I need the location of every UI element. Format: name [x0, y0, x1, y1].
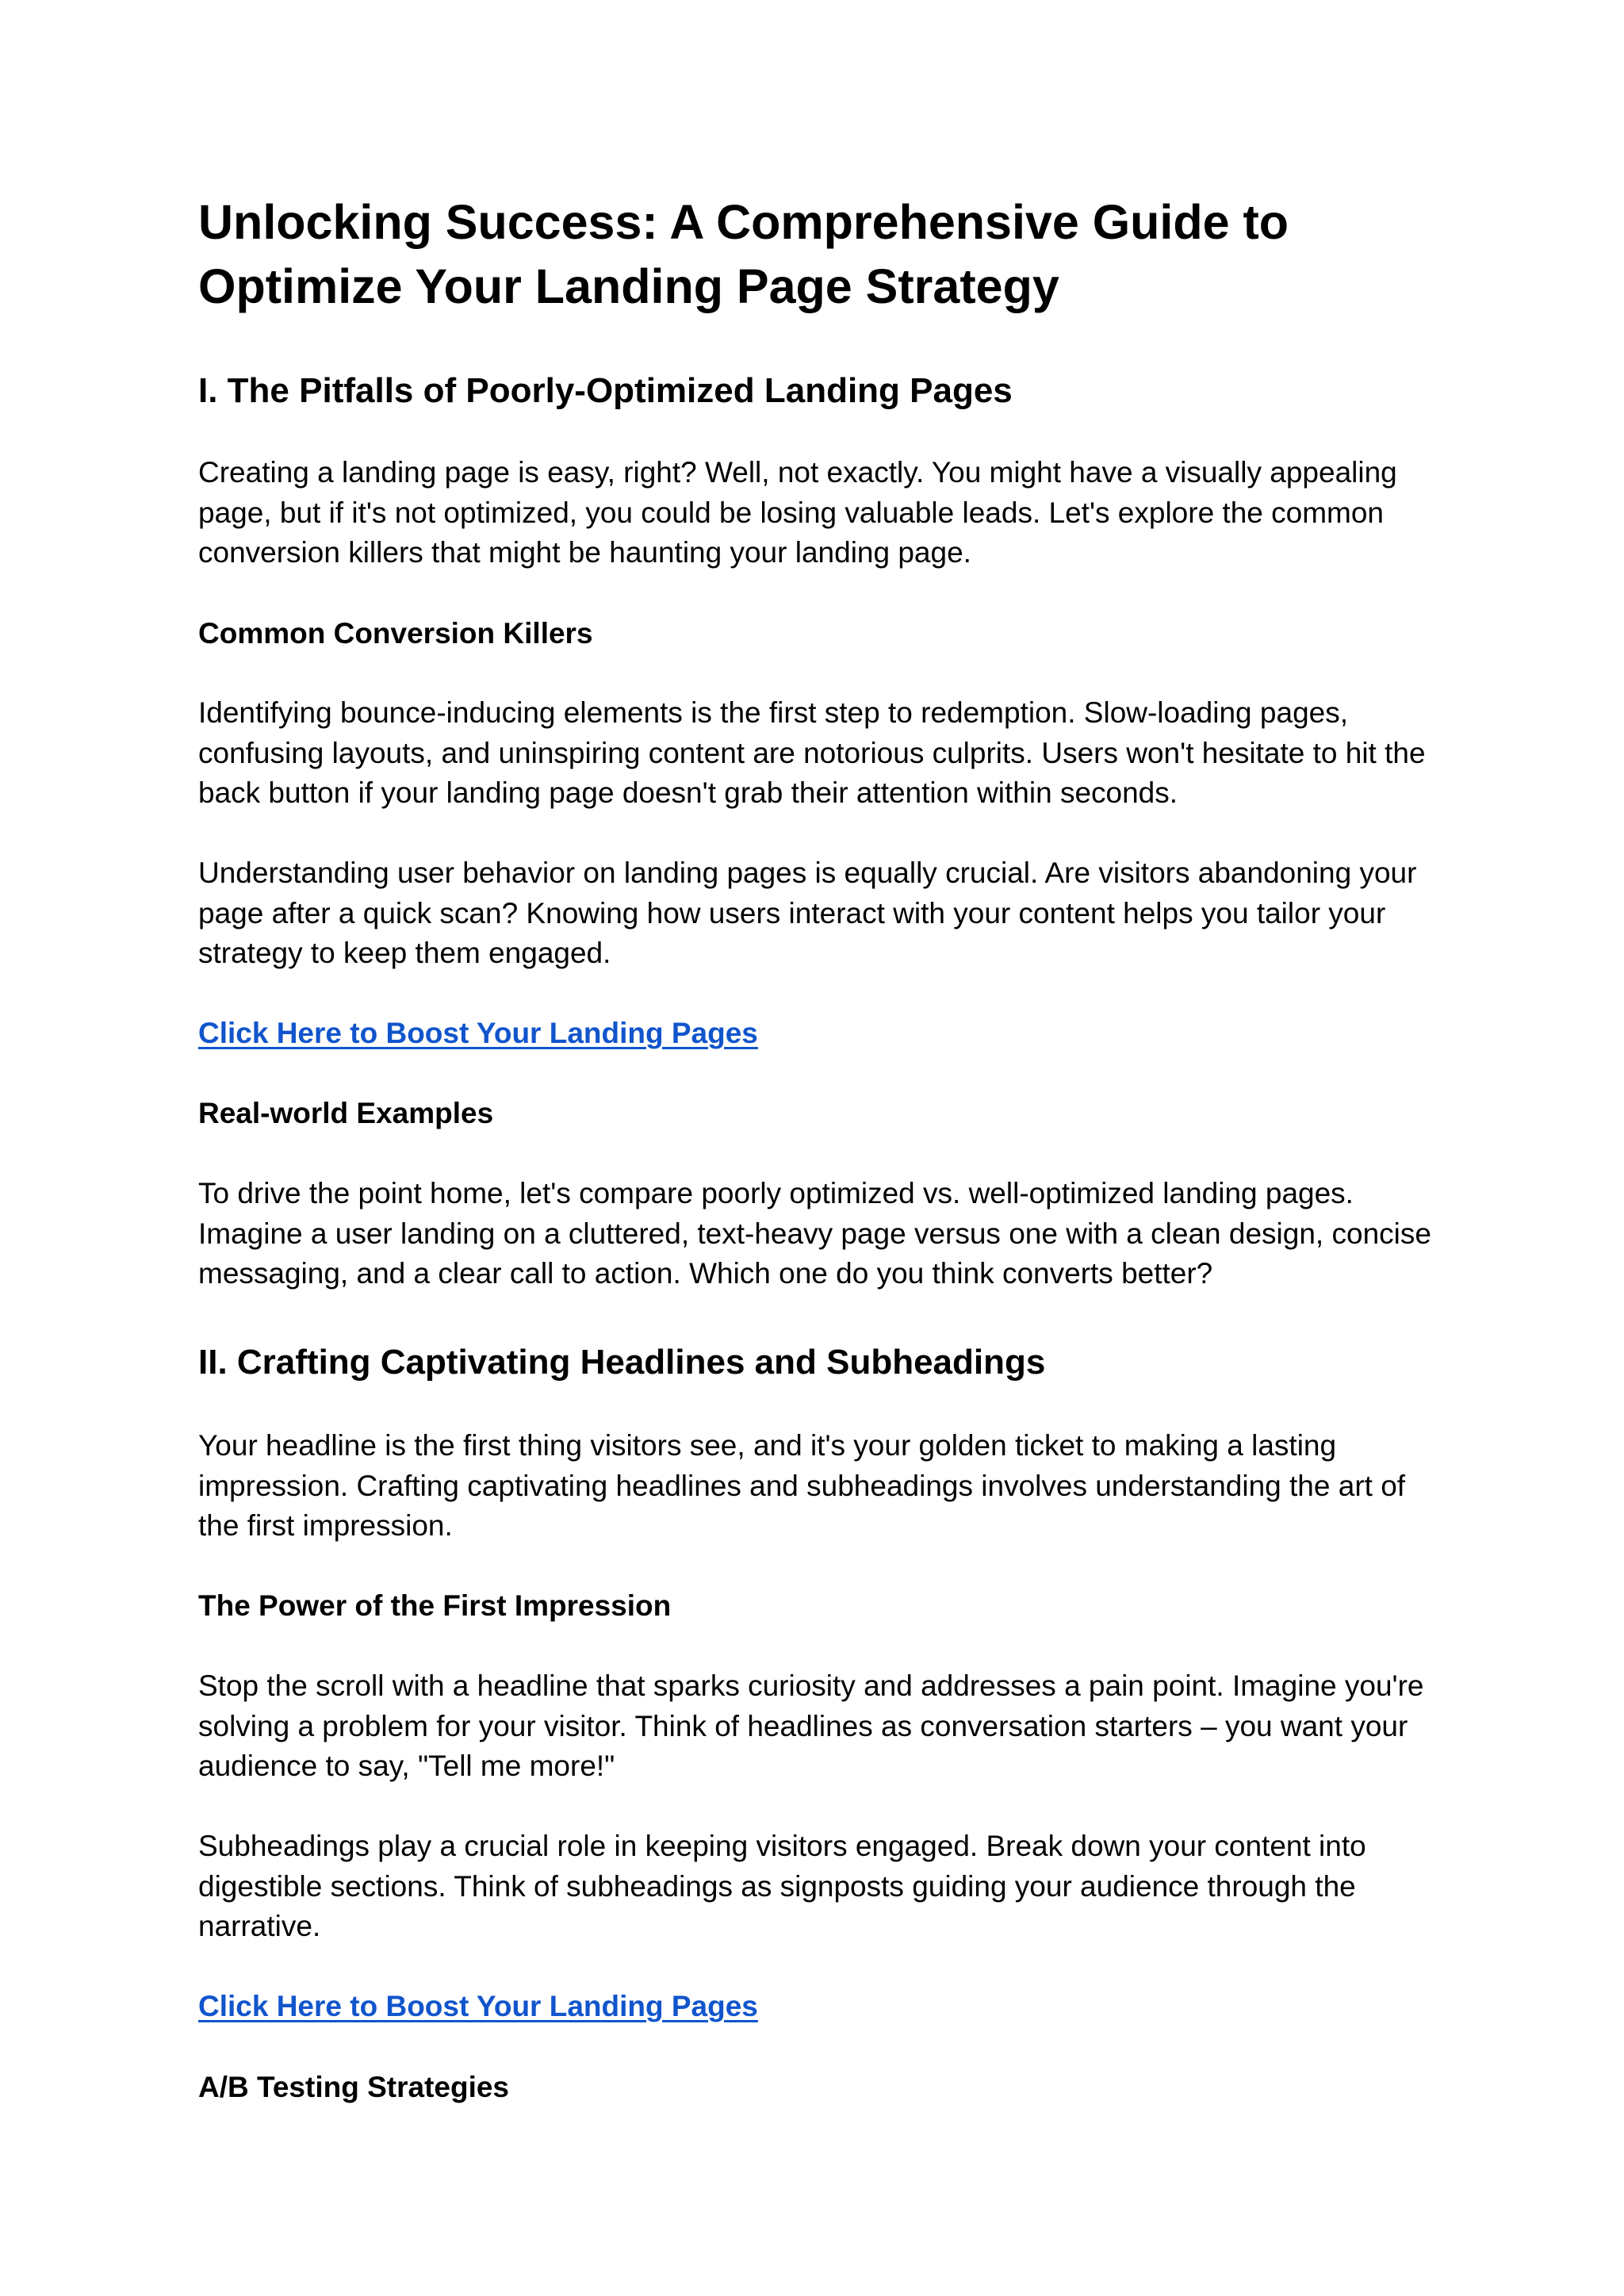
subheading-first-impression: The Power of the First Impression [198, 1589, 672, 1622]
subheading-common-conversion-killers: Common Conversion Killers [198, 617, 593, 650]
subheading-ab-testing-strategies: A/B Testing Strategies [198, 2071, 510, 2103]
section-1-intro-paragraph: Creating a landing page is easy, right? Well, not exactly. You might have a visually appealing page, but if it's not optimized, you could be losing valuable leads. Let's explore the common conversion killers that might be haunting your landing page. [198, 456, 1397, 569]
subheading-real-world-examples: Real-world Examples [198, 1097, 494, 1129]
document-title: Unlocking Success: A Comprehensive Guide to Optimize Your Landing Page Strategy [198, 195, 1289, 313]
first-impression-paragraph-1: Stop the scroll with a headline that sparks curiosity and addresses a pain point. Imagine you're solving a problem for your visitor. Think of headlines as conversation starters – you want your audience to say, "Tell me more!" [198, 1669, 1424, 1782]
conversion-killers-paragraph-1: Identifying bounce-inducing elements is the first step to redemption. Slow-loading pages, confusing layouts, and uninspiring content are notorious culprits. Users won't hesitate to hit the back button if your landing page doesn't grab their attention within seconds. [198, 696, 1426, 809]
first-impression-paragraph-2: Subheadings play a crucial role in keeping visitors engaged. Break down your content into digestible sections. Think of subheadings as signposts guiding your audience through the narrative. [198, 1830, 1366, 1942]
section-1-heading: I. The Pitfalls of Poorly-Optimized Landing Pages [198, 371, 1013, 410]
boost-landing-pages-link-1[interactable]: Click Here to Boost Your Landing Pages [198, 1017, 758, 1049]
boost-landing-pages-link-2[interactable]: Click Here to Boost Your Landing Pages [198, 1990, 758, 2022]
section-2-heading: II. Crafting Captivating Headlines and Subheadings [198, 1343, 1046, 1382]
section-2-intro-paragraph: Your headline is the first thing visitors see, and it's your golden ticket to making a lasting impression. Crafting captivating headlines and subheadings involves understanding the art of the first impression. [198, 1429, 1406, 1542]
real-world-examples-paragraph: To drive the point home, let's compare poorly optimized vs. well-optimized landing pages. Imagine a user landing on a cluttered, text-heavy page versus one with a clean design, concise messaging, and a clear call to action. Which one do you think converts better? [198, 1177, 1431, 1290]
conversion-killers-paragraph-2: Understanding user behavior on landing pages is equally crucial. Are visitors abandoning your page after a quick scan? Knowing how users interact with your content helps you tailor your strategy to keep them engaged. [198, 857, 1417, 969]
